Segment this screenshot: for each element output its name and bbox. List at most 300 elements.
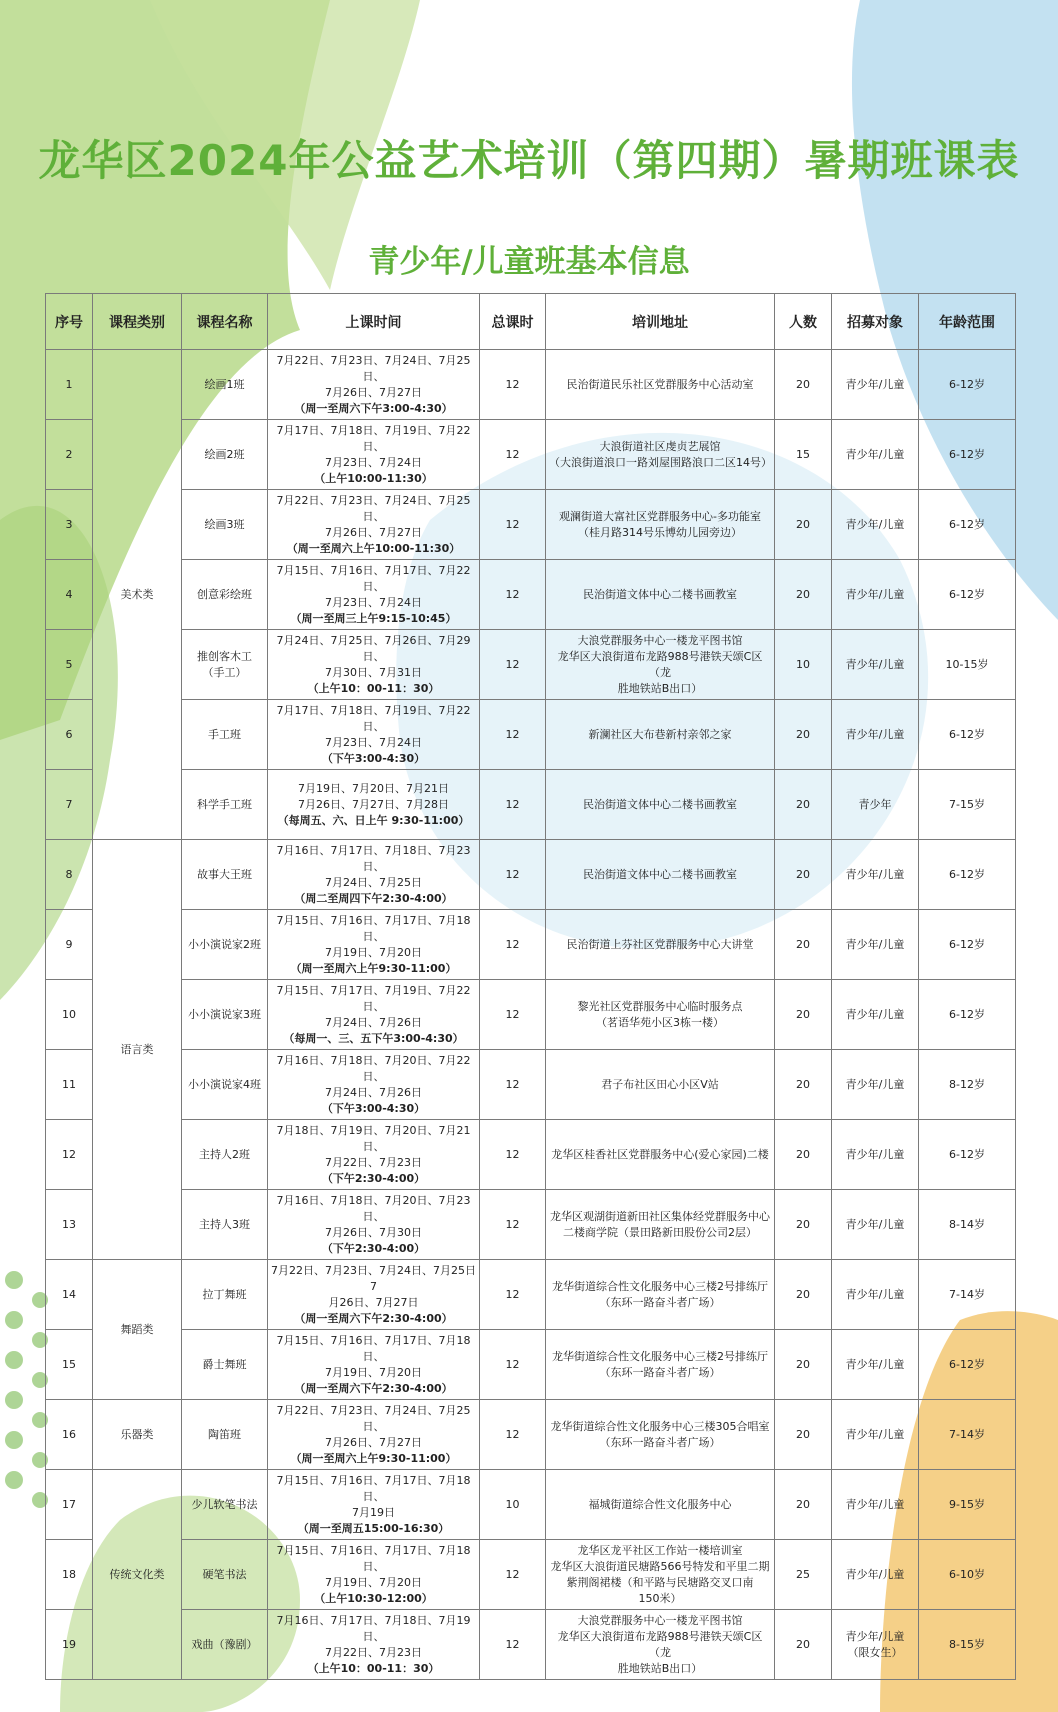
- cell-total-hours: 12: [480, 840, 546, 910]
- cell-age-range: 7-15岁: [919, 770, 1016, 840]
- cell-class-time-line: 7月19日、7月20日: [325, 1575, 422, 1589]
- header-total-hours: 总课时: [480, 294, 546, 350]
- cell-target-line: 青少年/儿童: [845, 1629, 905, 1643]
- schedule-table: [45, 293, 1016, 1680]
- cell-class-time-line: 7月26日、7月27日: [325, 1435, 422, 1449]
- page-title: 龙华区2024年公益艺术培训（第四期）暑期班课表: [38, 136, 1020, 185]
- cell-class-time-line: 月26日、7月27日: [328, 1295, 419, 1309]
- cell-address-line: 二楼商学院（景田路新田股份公司2层）: [563, 1225, 757, 1239]
- cell-age-range: 6-10岁: [919, 1540, 1016, 1610]
- cell-address: [546, 910, 775, 980]
- cell-address: [546, 1610, 775, 1680]
- cell-count: 20: [775, 910, 832, 980]
- cell-age-range: 6-12岁: [919, 910, 1016, 980]
- cell-no: 3: [46, 490, 93, 560]
- cell-category: 传统文化类: [93, 1470, 182, 1680]
- cell-class-time-line: 7月23日、7月24日: [325, 595, 422, 609]
- cell-count: 10: [775, 630, 832, 700]
- cell-target-line: 青少年/儿童: [845, 447, 905, 461]
- cell-target-line: 青少年/儿童: [845, 1217, 905, 1231]
- cell-course-name: [182, 1330, 268, 1400]
- cell-class-time: [268, 560, 480, 630]
- cell-course-name-line: 主持人2班: [199, 1147, 250, 1161]
- cell-category: 美术类: [93, 350, 182, 840]
- cell-no: 15: [46, 1330, 93, 1400]
- cell-no: 9: [46, 910, 93, 980]
- cell-total-hours: 12: [480, 910, 546, 980]
- cell-no: 12: [46, 1120, 93, 1190]
- cell-count: 20: [775, 1050, 832, 1120]
- cell-course-name: [182, 1190, 268, 1260]
- cell-class-time: [268, 490, 480, 560]
- cell-course-name-line: 故事大王班: [197, 867, 252, 881]
- cell-course-name-line: 硬笔书法: [202, 1567, 247, 1581]
- cell-no: 18: [46, 1540, 93, 1610]
- table-row: [46, 1260, 1016, 1330]
- table-row: [46, 350, 1016, 420]
- cell-class-time-line: 7月24日、7月26日: [325, 1085, 422, 1099]
- cell-target: [832, 1120, 919, 1190]
- cell-target-line: 青少年/儿童: [845, 727, 905, 741]
- cell-class-time-line: 7月17日、7月18日、7月19日、7月22日、: [276, 703, 471, 733]
- cell-class-time-line: 7月22日、7月23日、7月24日、7月25日、: [276, 353, 471, 383]
- cell-total-hours: 12: [480, 980, 546, 1050]
- cell-class-time-hours: （周一至周六上午10:00-11:30）: [286, 541, 461, 555]
- cell-course-name-line: 手工班: [208, 727, 241, 741]
- table-row: [46, 910, 1016, 980]
- cell-target: [832, 1400, 919, 1470]
- cell-course-name: [182, 1610, 268, 1680]
- cell-address: [546, 490, 775, 560]
- cell-age-range: 6-12岁: [919, 1120, 1016, 1190]
- table-row: [46, 1540, 1016, 1610]
- cell-target: [832, 840, 919, 910]
- cell-age-range: 9-15岁: [919, 1470, 1016, 1540]
- cell-class-time: [268, 1470, 480, 1540]
- cell-course-name-line: 主持人3班: [199, 1217, 250, 1231]
- cell-class-time-line: 7月19日、7月20日: [325, 945, 422, 959]
- cell-course-name-line: （手工）: [202, 665, 247, 679]
- cell-address: [546, 560, 775, 630]
- table-row: [46, 560, 1016, 630]
- cell-class-time: [268, 1610, 480, 1680]
- cell-address: [546, 630, 775, 700]
- cell-age-range: 8-12岁: [919, 1050, 1016, 1120]
- cell-total-hours: 10: [480, 1470, 546, 1540]
- cell-total-hours: 12: [480, 630, 546, 700]
- cell-no: 7: [46, 770, 93, 840]
- cell-class-time-hours: （周一至周六上午9:30-11:00）: [290, 1451, 457, 1465]
- cell-count: 20: [775, 1610, 832, 1680]
- cell-class-time-line: 7月16日、7月17日、7月18日、7月23日、: [276, 843, 471, 873]
- cell-target-line: 青少年/儿童: [845, 657, 905, 671]
- table-row: [46, 1470, 1016, 1540]
- cell-address-line: 龙华区桂香社区党群服务中心(爱心家园)二楼: [551, 1147, 769, 1161]
- cell-age-range: 8-14岁: [919, 1190, 1016, 1260]
- table-row: [46, 700, 1016, 770]
- cell-course-name: [182, 350, 268, 420]
- cell-age-range: 6-12岁: [919, 840, 1016, 910]
- table-header-row: [46, 294, 1016, 350]
- cell-class-time: [268, 420, 480, 490]
- cell-count: 20: [775, 560, 832, 630]
- cell-course-name: [182, 700, 268, 770]
- cell-address-line: 民治街道文体中心二楼书画教室: [583, 797, 737, 811]
- cell-count: 20: [775, 490, 832, 560]
- cell-target: [832, 350, 919, 420]
- cell-target-line: 青少年/儿童: [845, 1287, 905, 1301]
- cell-class-time-hours: （周一至周六下午2:30-4:00）: [294, 1381, 453, 1395]
- cell-class-time-hours: （下午2:30-4:00）: [321, 1241, 426, 1255]
- cell-target-line: 青少年/儿童: [845, 1007, 905, 1021]
- cell-course-name: [182, 1470, 268, 1540]
- cell-target: [832, 560, 919, 630]
- table-row: [46, 490, 1016, 560]
- cell-target-line: 青少年/儿童: [845, 377, 905, 391]
- cell-no: 10: [46, 980, 93, 1050]
- cell-class-time-hours: （上午10：00-11：30）: [307, 1661, 440, 1675]
- cell-class-time-hours: （下午3:00-4:30）: [321, 1101, 426, 1115]
- cell-course-name-line: 小小演说家3班: [188, 1007, 261, 1021]
- cell-age-range: 10-15岁: [919, 630, 1016, 700]
- cell-class-time-hours: （上午10:30-12:00）: [314, 1591, 433, 1605]
- cell-target: [832, 1610, 919, 1680]
- cell-address-line: 龙华区大浪街道布龙路988号港铁天颂C区（龙: [557, 649, 763, 679]
- cell-class-time-line: 7月26日、7月27日: [325, 385, 422, 399]
- cell-class-time-line: 7月17日、7月18日、7月19日、7月22日、: [276, 423, 471, 453]
- header-target: 招募对象: [832, 294, 919, 350]
- header-course-name: 课程名称: [182, 294, 268, 350]
- cell-address-line: 龙华街道综合性文化服务中心三楼2号排练厅: [552, 1349, 768, 1363]
- cell-class-time-hours: （上午10：00-11：30）: [307, 681, 440, 695]
- cell-course-name: [182, 1120, 268, 1190]
- cell-class-time-line: 7月22日、7月23日、7月24日、7月25日、: [276, 493, 471, 523]
- cell-total-hours: 12: [480, 1330, 546, 1400]
- cell-course-name: [182, 770, 268, 840]
- cell-class-time-line: 7月24日、7月26日: [325, 1015, 422, 1029]
- header-class-time: 上课时间: [268, 294, 480, 350]
- table-row: [46, 1120, 1016, 1190]
- cell-course-name: [182, 420, 268, 490]
- cell-class-time-line: 7月22日、7月23日: [325, 1155, 422, 1169]
- cell-class-time-hours: （周一至周五15:00-16:30）: [297, 1521, 450, 1535]
- cell-class-time-line: 7月16日、7月18日、7月20日、7月23日、: [276, 1193, 471, 1223]
- cell-course-name-line: 绘画1班: [204, 377, 245, 391]
- cell-total-hours: 12: [480, 1260, 546, 1330]
- cell-total-hours: 12: [480, 1050, 546, 1120]
- cell-course-name-line: 科学手工班: [197, 797, 252, 811]
- cell-target: [832, 1190, 919, 1260]
- cell-address-line: 龙华区龙平社区工作站一楼培训室: [577, 1543, 743, 1557]
- cell-class-time: [268, 350, 480, 420]
- cell-age-range: 7-14岁: [919, 1260, 1016, 1330]
- cell-total-hours: 12: [480, 1120, 546, 1190]
- cell-no: 16: [46, 1400, 93, 1470]
- cell-count: 20: [775, 700, 832, 770]
- cell-no: 1: [46, 350, 93, 420]
- cell-target-line: 青少年/儿童: [845, 867, 905, 881]
- cell-target-line: 青少年/儿童: [845, 587, 905, 601]
- cell-target-line: 青少年/儿童: [845, 1497, 905, 1511]
- cell-category: 语言类: [93, 840, 182, 1260]
- cell-target: [832, 770, 919, 840]
- cell-class-time-line: 7月26日、7月27日: [325, 525, 422, 539]
- cell-target: [832, 1330, 919, 1400]
- cell-class-time-line: 7月24日、7月25日、7月26日、7月29日、: [276, 633, 471, 663]
- cell-course-name-line: 少儿软笔书法: [191, 1497, 258, 1511]
- cell-class-time-hours: （周二至周四下午2:30-4:00）: [294, 891, 453, 905]
- table-row: [46, 420, 1016, 490]
- cell-address-line: 紫荆阁裙楼（和平路与民塘路交叉口南: [566, 1575, 754, 1589]
- header-count: 人数: [775, 294, 832, 350]
- cell-course-name: [182, 490, 268, 560]
- cell-course-name-line: 小小演说家2班: [188, 937, 261, 951]
- cell-target: [832, 910, 919, 980]
- cell-address-line: 新澜社区大布巷新村亲邻之家: [588, 727, 732, 741]
- cell-class-time-line: 7月26日、7月30日: [325, 1225, 422, 1239]
- cell-target-line: 青少年/儿童: [845, 517, 905, 531]
- cell-count: 20: [775, 1400, 832, 1470]
- cell-target: [832, 1050, 919, 1120]
- cell-total-hours: 12: [480, 490, 546, 560]
- cell-address-line: 民治街道上芬社区党群服务中心大讲堂: [566, 937, 754, 951]
- cell-class-time: [268, 770, 480, 840]
- cell-course-name-line: 小小演说家4班: [188, 1077, 261, 1091]
- cell-target-line: 青少年/儿童: [845, 1427, 905, 1441]
- cell-count: 25: [775, 1540, 832, 1610]
- cell-course-name-line: 绘画3班: [204, 517, 245, 531]
- cell-course-name: [182, 1050, 268, 1120]
- cell-address-line: （大浪街道浪口一路刘屋围路浪口二区14号）: [549, 455, 772, 469]
- cell-address-line: 150米）: [638, 1591, 682, 1605]
- cell-address: [546, 1540, 775, 1610]
- cell-no: 5: [46, 630, 93, 700]
- cell-address-line: （桂月路314号乐博幼儿园旁边）: [578, 525, 742, 539]
- cell-class-time-line: 7月15日、7月16日、7月17日、7月18日、: [276, 913, 471, 943]
- cell-course-name: [182, 910, 268, 980]
- table-row: [46, 1050, 1016, 1120]
- cell-address-line: 民治街道民乐社区党群服务中心活动室: [566, 377, 754, 391]
- cell-target: [832, 980, 919, 1050]
- cell-address: [546, 1050, 775, 1120]
- cell-class-time: [268, 980, 480, 1050]
- cell-address-line: 民治街道文体中心二楼书画教室: [583, 867, 737, 881]
- cell-address-line: 君子布社区田心小区V站: [601, 1077, 719, 1091]
- cell-address: [546, 420, 775, 490]
- cell-no: 2: [46, 420, 93, 490]
- cell-class-time: [268, 1330, 480, 1400]
- cell-course-name: [182, 1540, 268, 1610]
- cell-age-range: 6-12岁: [919, 350, 1016, 420]
- cell-class-time-hours: （周一至周六下午3:00-4:30）: [294, 401, 453, 415]
- cell-age-range: 8-15岁: [919, 1610, 1016, 1680]
- cell-class-time-hours: （周一至周三上午9:15-10:45）: [290, 611, 457, 625]
- cell-class-time: [268, 1050, 480, 1120]
- cell-count: 20: [775, 350, 832, 420]
- cell-address: [546, 1400, 775, 1470]
- cell-course-name: [182, 840, 268, 910]
- cell-age-range: 6-12岁: [919, 980, 1016, 1050]
- cell-category: 舞蹈类: [93, 1260, 182, 1400]
- cell-class-time-line: 7月24日、7月25日: [325, 875, 422, 889]
- cell-total-hours: 12: [480, 420, 546, 490]
- cell-address: [546, 1330, 775, 1400]
- cell-total-hours: 12: [480, 1610, 546, 1680]
- cell-target: [832, 1470, 919, 1540]
- cell-total-hours: 12: [480, 770, 546, 840]
- cell-age-range: 6-12岁: [919, 490, 1016, 560]
- cell-address-line: 龙华区大浪街道布龙路988号港铁天颂C区（龙: [557, 1629, 763, 1659]
- table-row: [46, 840, 1016, 910]
- cell-age-range: 6-12岁: [919, 700, 1016, 770]
- cell-target-line: 青少年/儿童: [845, 1147, 905, 1161]
- cell-course-name-line: 爵士舞班: [202, 1357, 247, 1371]
- table-row: [46, 770, 1016, 840]
- cell-address-line: 胜地铁站B出口）: [617, 1661, 703, 1675]
- cell-course-name-line: 创意彩绘班: [197, 587, 252, 601]
- cell-target-line: 青少年/儿童: [845, 1077, 905, 1091]
- cell-address-line: （东环一路奋斗者广场）: [599, 1365, 721, 1379]
- cell-target: [832, 490, 919, 560]
- cell-class-time-line: 7月15日、7月16日、7月17日、7月18日、: [276, 1333, 471, 1363]
- cell-class-time-line: 7月15日、7月16日、7月17日、7月18日、: [276, 1473, 471, 1503]
- cell-count: 15: [775, 420, 832, 490]
- cell-no: 11: [46, 1050, 93, 1120]
- cell-address: [546, 1190, 775, 1260]
- cell-class-time-hours: （上午10:00-11:30）: [314, 471, 433, 485]
- cell-class-time-line: 7月19日、7月20日: [325, 1365, 422, 1379]
- section-subtitle: 青少年/儿童班基本信息: [368, 244, 690, 280]
- cell-count: 20: [775, 1190, 832, 1260]
- cell-address: [546, 350, 775, 420]
- cell-class-time-line: 7月22日、7月23日、7月24日、7月25日7: [271, 1263, 476, 1293]
- cell-count: 20: [775, 1470, 832, 1540]
- cell-class-time-line: 7月15日、7月16日、7月17日、7月18日、: [276, 1543, 471, 1573]
- table-body: [46, 350, 1016, 1680]
- cell-class-time-line: 7月23日、7月24日: [325, 735, 422, 749]
- cell-class-time-hours: （每周一、三、五下午3:00-4:30）: [283, 1031, 464, 1045]
- table-row: [46, 630, 1016, 700]
- cell-total-hours: 12: [480, 1400, 546, 1470]
- cell-class-time-hours: （下午2:30-4:00）: [321, 1171, 426, 1185]
- cell-course-name-line: 戏曲（豫剧）: [191, 1637, 258, 1651]
- cell-class-time: [268, 700, 480, 770]
- cell-class-time: [268, 1260, 480, 1330]
- cell-class-time-line: 7月16日、7月17日、7月18日、7月19日、: [276, 1613, 471, 1643]
- cell-total-hours: 12: [480, 350, 546, 420]
- cell-no: 13: [46, 1190, 93, 1260]
- cell-no: 8: [46, 840, 93, 910]
- table-row: [46, 1610, 1016, 1680]
- cell-course-name: [182, 630, 268, 700]
- cell-address-line: 大浪党群服务中心一楼龙平图书馆: [577, 1613, 743, 1627]
- header-address: 培训地址: [546, 294, 775, 350]
- cell-class-time-line: 7月15日、7月16日、7月17日、7月22日、: [276, 563, 471, 593]
- cell-no: 4: [46, 560, 93, 630]
- cell-class-time-hours: （周一至周六下午2:30-4:00）: [294, 1311, 453, 1325]
- header-age-range: 年龄范围: [919, 294, 1016, 350]
- cell-age-range: 6-12岁: [919, 420, 1016, 490]
- cell-course-name-line: 推创客木工: [197, 649, 252, 663]
- cell-address: [546, 1260, 775, 1330]
- cell-address-line: 龙华街道综合性文化服务中心三楼2号排练厅: [552, 1279, 768, 1293]
- cell-total-hours: 12: [480, 1540, 546, 1610]
- cell-class-time-hours: （每周五、六、日上午 9:30-11:00）: [277, 813, 470, 827]
- cell-count: 20: [775, 840, 832, 910]
- cell-target: [832, 700, 919, 770]
- cell-address-line: 观澜街道大富社区党群服务中心-多功能室: [559, 509, 761, 523]
- cell-total-hours: 12: [480, 560, 546, 630]
- cell-address: [546, 1470, 775, 1540]
- cell-class-time: [268, 1120, 480, 1190]
- cell-age-range: 6-12岁: [919, 560, 1016, 630]
- cell-class-time-line: 7月30日、7月31日: [325, 665, 422, 679]
- header-category: 课程类别: [93, 294, 182, 350]
- cell-target-line: 青少年: [858, 797, 892, 811]
- cell-category: 乐器类: [93, 1400, 182, 1470]
- cell-address-line: 龙华街道综合性文化服务中心三楼305合唱室: [550, 1419, 770, 1433]
- cell-count: 20: [775, 980, 832, 1050]
- cell-address-line: 黎光社区党群服务中心临时服务点: [577, 999, 743, 1013]
- cell-class-time-line: 7月18日、7月19日、7月20日、7月21日、: [276, 1123, 471, 1153]
- cell-class-time-line: 7月23日、7月24日: [325, 455, 422, 469]
- cell-address-line: 福城街道综合性文化服务中心: [588, 1497, 732, 1511]
- cell-no: 6: [46, 700, 93, 770]
- cell-address-line: 龙华区观湖街道新田社区集体经党群服务中心: [550, 1209, 770, 1223]
- cell-total-hours: 12: [480, 700, 546, 770]
- cell-count: 20: [775, 1330, 832, 1400]
- cell-class-time-line: 7月19日: [352, 1505, 395, 1519]
- cell-course-name: [182, 1260, 268, 1330]
- cell-address-line: 胜地铁站B出口）: [617, 681, 703, 695]
- table-row: [46, 1330, 1016, 1400]
- cell-address-line: 大浪街道社区虔贞艺展馆: [599, 439, 721, 453]
- cell-course-name: [182, 1400, 268, 1470]
- cell-target: [832, 630, 919, 700]
- cell-target-line: 青少年/儿童: [845, 937, 905, 951]
- cell-class-time-line: 7月15日、7月17日、7月19日、7月22日、: [276, 983, 471, 1013]
- cell-class-time: [268, 1400, 480, 1470]
- cell-course-name: [182, 560, 268, 630]
- cell-class-time-line: 7月22日、7月23日、7月24日、7月25日、: [276, 1403, 471, 1433]
- cell-class-time-line: 7月16日、7月18日、7月20日、7月22日、: [276, 1053, 471, 1083]
- cell-class-time: [268, 1190, 480, 1260]
- cell-class-time: [268, 1540, 480, 1610]
- cell-class-time-line: 7月19日、7月20日、7月21日: [298, 781, 449, 795]
- cell-address-line: 大浪党群服务中心一楼龙平图书馆: [577, 633, 743, 647]
- table-row: [46, 1400, 1016, 1470]
- cell-age-range: 6-12岁: [919, 1330, 1016, 1400]
- cell-total-hours: 12: [480, 1190, 546, 1260]
- cell-address: [546, 980, 775, 1050]
- cell-age-range: 7-14岁: [919, 1400, 1016, 1470]
- cell-course-name-line: 拉丁舞班: [202, 1287, 247, 1301]
- cell-address: [546, 700, 775, 770]
- cell-address-line: （东环一路奋斗者广场）: [599, 1295, 721, 1309]
- cell-class-time-line: 7月26日、7月27日、7月28日: [298, 797, 449, 811]
- cell-address-line: 龙华区大浪街道民塘路566号特发和平里二期: [550, 1559, 770, 1573]
- cell-address: [546, 1120, 775, 1190]
- table-row: [46, 980, 1016, 1050]
- cell-count: 20: [775, 770, 832, 840]
- cell-address-line: 民治街道文体中心二楼书画教室: [583, 587, 737, 601]
- cell-no: 17: [46, 1470, 93, 1540]
- cell-address: [546, 840, 775, 910]
- cell-class-time: [268, 910, 480, 980]
- cell-course-name: [182, 980, 268, 1050]
- cell-target: [832, 1260, 919, 1330]
- cell-address-line: （茗语华苑小区3栋一楼）: [596, 1015, 724, 1029]
